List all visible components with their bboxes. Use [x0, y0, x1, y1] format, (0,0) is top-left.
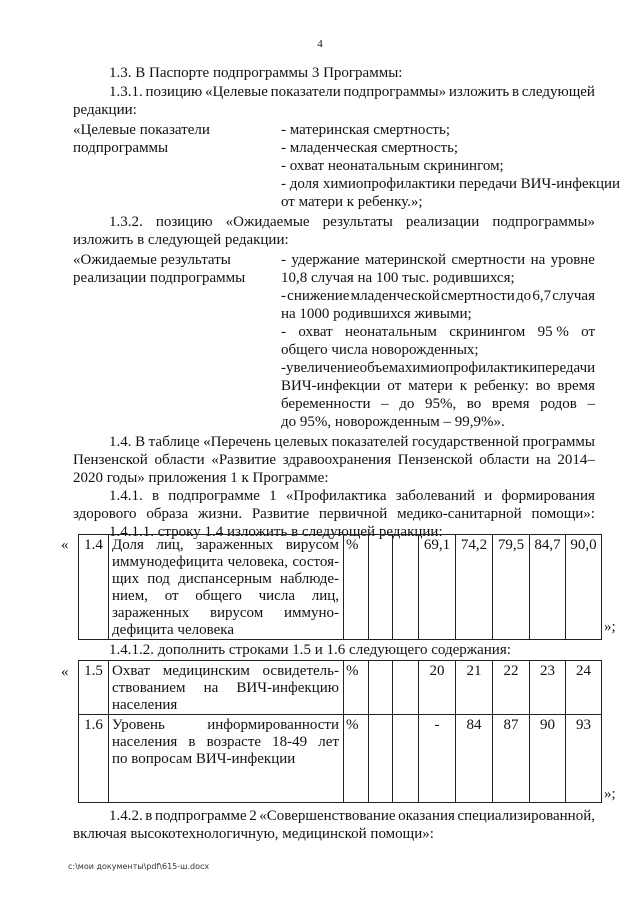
block1-item: - материнская смертность;: [281, 122, 450, 138]
value-cell: 74,2: [456, 535, 493, 640]
value-cell: [393, 661, 419, 715]
row-number: 1.6: [79, 715, 109, 803]
indicator-name: Охват медицинским освидетель- ствованием на ВИЧ-инфекцию населения: [109, 661, 344, 715]
table-row: [79, 715, 602, 803]
value-cell: 21: [456, 661, 493, 715]
block1-item: - охват неонатальным скринингом;: [281, 158, 504, 174]
paragraph-1-3-1-line1: 1.3.1. позицию «Целевые показатели подпрограммы» изложить в следующей: [109, 84, 595, 100]
paragraph-1-4-line2: Пензенской области «Развитие здравоохранения Пензенской области на 2014–: [73, 452, 595, 468]
value-cell: 93: [566, 715, 602, 803]
paragraph-1-4-line3: 2020 годы» приложения 1 к Программе:: [73, 470, 329, 486]
indicator-table-rows-1-5-1-6: [78, 660, 602, 803]
open-quote: «: [61, 664, 69, 680]
paragraph-1-4-line1: 1.4. В таблице «Перечень целевых показателей государственной программы: [109, 434, 595, 450]
row-number: 1.4: [79, 535, 109, 640]
table-row: [79, 661, 602, 715]
block1-label-line2: подпрограммы: [73, 140, 169, 156]
value-cell: 87: [493, 715, 530, 803]
value-cell: -: [419, 715, 456, 803]
paragraph-1-4-1-1: 1.4.1.1. строку 1.4 изложить в следующей редакции:: [109, 524, 443, 540]
paragraph-1-4-2-line1: 1.4.2. в подпрограмме 2 «Совершенствование оказания специализированной,: [109, 808, 595, 824]
block2-item: 10,8 случая на 100 тыс. родившихся;: [281, 270, 515, 286]
block1-item: - доля химиопрофилактики передачи ВИЧ-инфекции: [281, 176, 621, 192]
unit-cell: %: [344, 535, 369, 640]
block2-item: - охват неонатальным скринингом 95 % от: [281, 324, 595, 340]
value-cell: 22: [493, 661, 530, 715]
table-row: [79, 535, 602, 640]
block2-item: общего числа новорожденных;: [281, 342, 479, 358]
block2-label-line1: «Ожидаемые результаты: [73, 252, 231, 268]
block2-item: ВИЧ-инфекции от матери к ребенку: во время: [281, 378, 595, 394]
value-cell: 84: [456, 715, 493, 803]
block1-label-line1: «Целевые показатели: [73, 122, 210, 138]
value-cell: 24: [566, 661, 602, 715]
value-cell: 90: [530, 715, 566, 803]
block2-item: - снижение младенческой смертности до 6,7 случая: [281, 288, 595, 304]
indicator-name: Уровень информированности населения в возрасте 18-49 лет по вопросам ВИЧ-инфекции: [109, 715, 344, 803]
unit-cell: %: [344, 661, 369, 715]
paragraph-1-4-1-line1: 1.4.1. в подпрограмме 1 «Профилактика заболеваний и формирования: [109, 488, 595, 504]
value-cell: 23: [530, 661, 566, 715]
file-path-footer: c:\мои документы\pdf\615-ш.docx: [68, 862, 210, 871]
value-cell: [369, 661, 393, 715]
unit-cell: %: [344, 715, 369, 803]
paragraph-1-3: 1.3. В Паспорте подпрограммы 3 Программы:: [109, 65, 403, 81]
block1-item: - младенческая смертность;: [281, 140, 459, 156]
block2-item: беременности – до 95%, во время родов –: [281, 396, 595, 412]
indicator-name: Доля лиц, зараженных вирусом иммунодефицита человека, состоя- щих под диспансерным наблюде- нием, от общего числа лиц, зараженных вирусом иммуно- дефицита человека: [109, 535, 344, 640]
paragraph-1-4-1-line2: здорового образа жизни. Развитие первичной медико-санитарной помощи»:: [73, 506, 595, 522]
open-quote: «: [61, 537, 69, 553]
value-cell: [369, 715, 393, 803]
paragraph-1-4-1-2: 1.4.1.2. дополнить строками 1.5 и 1.6 следующего содержания:: [109, 642, 511, 658]
value-cell: [393, 535, 419, 640]
value-cell: [369, 535, 393, 640]
close-quote: »;: [604, 619, 616, 635]
value-cell: 84,7: [530, 535, 566, 640]
paragraph-1-3-2-line2: изложить в следующей редакции:: [73, 232, 289, 248]
page-number: 4: [317, 38, 323, 50]
value-cell: [393, 715, 419, 803]
value-cell: 79,5: [493, 535, 530, 640]
paragraph-1-4-2-line2: включая высокотехнологичную, медицинской помощи»:: [73, 826, 434, 842]
block1-item: от матери к ребенку.»;: [281, 194, 423, 210]
value-cell: 90,0: [566, 535, 602, 640]
block2-item: - удержание материнской смертности на уровне: [281, 252, 595, 268]
paragraph-1-3-2-line1: 1.3.2. позицию «Ожидаемые результаты реализации подпрограммы»: [109, 214, 595, 230]
indicator-table-row-1-4: [78, 534, 602, 640]
row-number: 1.5: [79, 661, 109, 715]
block2-item: до 95%, новорожденным – 99,9%».: [281, 414, 505, 430]
block2-item: на 1000 родившихся живыми;: [281, 306, 472, 322]
block2-item: - увеличение объема химиопрофилактики передачи: [281, 360, 596, 376]
value-cell: 69,1: [419, 535, 456, 640]
value-cell: 20: [419, 661, 456, 715]
block2-label-line2: реализации подпрограммы: [73, 270, 246, 286]
paragraph-1-3-1-line2: редакции:: [73, 102, 137, 118]
close-quote: »;: [604, 786, 616, 802]
